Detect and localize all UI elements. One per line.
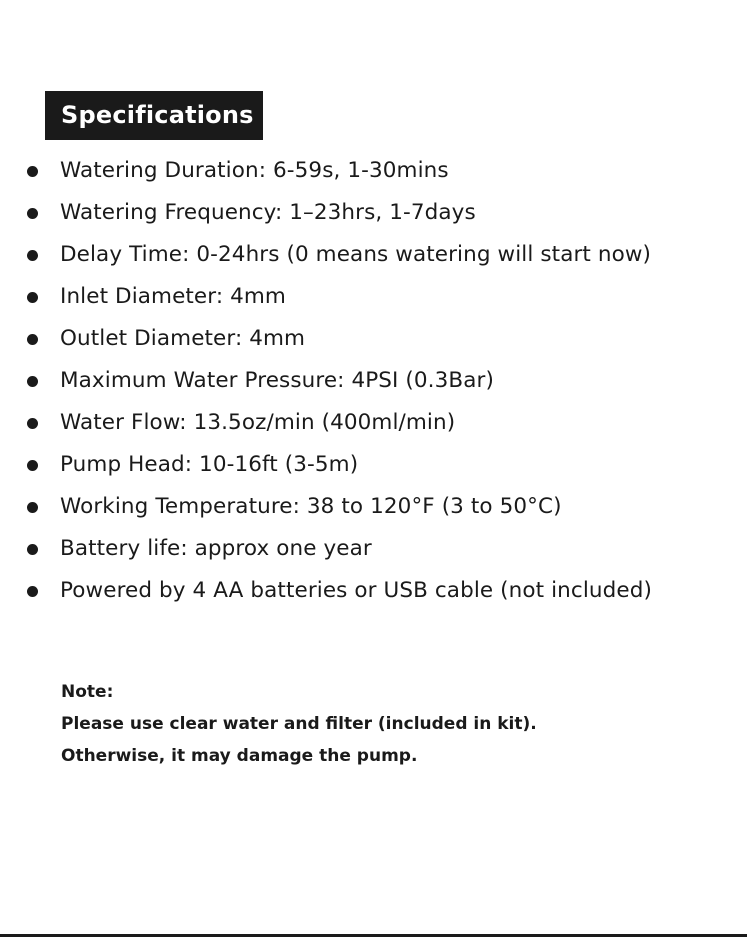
spec-text: Watering Frequency: 1–23hrs, 1-7days <box>60 200 476 225</box>
spec-item <box>0 402 747 444</box>
bullet-icon <box>27 502 38 513</box>
spec-text: Pump Head: 10-16ft (3-5m) <box>60 452 359 477</box>
spec-item <box>0 192 747 234</box>
spec-text: Powered by 4 AA batteries or USB cable (not included) <box>60 578 652 603</box>
bullet-icon <box>27 418 38 429</box>
bullet-icon <box>27 586 38 597</box>
spec-text: Working Temperature: 38 to 120°F (3 to 50°C) <box>60 494 562 519</box>
note-block <box>61 676 537 772</box>
spec-item <box>0 150 747 192</box>
spec-text: Inlet Diameter: 4mm <box>60 284 286 309</box>
spec-text: Watering Duration: 6-59s, 1-30mins <box>60 158 449 183</box>
spec-item <box>0 486 747 528</box>
bullet-icon <box>27 334 38 345</box>
note-title: Note: <box>61 682 114 702</box>
spec-item <box>0 570 747 612</box>
spec-text: Maximum Water Pressure: 4PSI (0.3Bar) <box>60 368 494 393</box>
bullet-icon <box>27 376 38 387</box>
note-line: Otherwise, it may damage the pump. <box>61 746 418 766</box>
spec-text: Battery life: approx one year <box>60 536 372 561</box>
bullet-icon <box>27 208 38 219</box>
section-heading: Specifications <box>45 91 263 140</box>
spec-item <box>0 528 747 570</box>
bullet-icon <box>27 250 38 261</box>
spec-list <box>0 150 747 612</box>
bullet-icon <box>27 544 38 555</box>
spec-item <box>0 276 747 318</box>
spec-text: Outlet Diameter: 4mm <box>60 326 306 351</box>
bullet-icon <box>27 166 38 177</box>
spec-item <box>0 234 747 276</box>
bullet-icon <box>27 292 38 303</box>
note-line: Please use clear water and filter (included in kit). <box>61 714 537 734</box>
spec-text: Water Flow: 13.5oz/min (400ml/min) <box>60 410 456 435</box>
spec-item <box>0 444 747 486</box>
bullet-icon <box>27 460 38 471</box>
spec-item <box>0 318 747 360</box>
spec-text: Delay Time: 0-24hrs (0 means watering will start now) <box>60 242 652 267</box>
spec-item <box>0 360 747 402</box>
